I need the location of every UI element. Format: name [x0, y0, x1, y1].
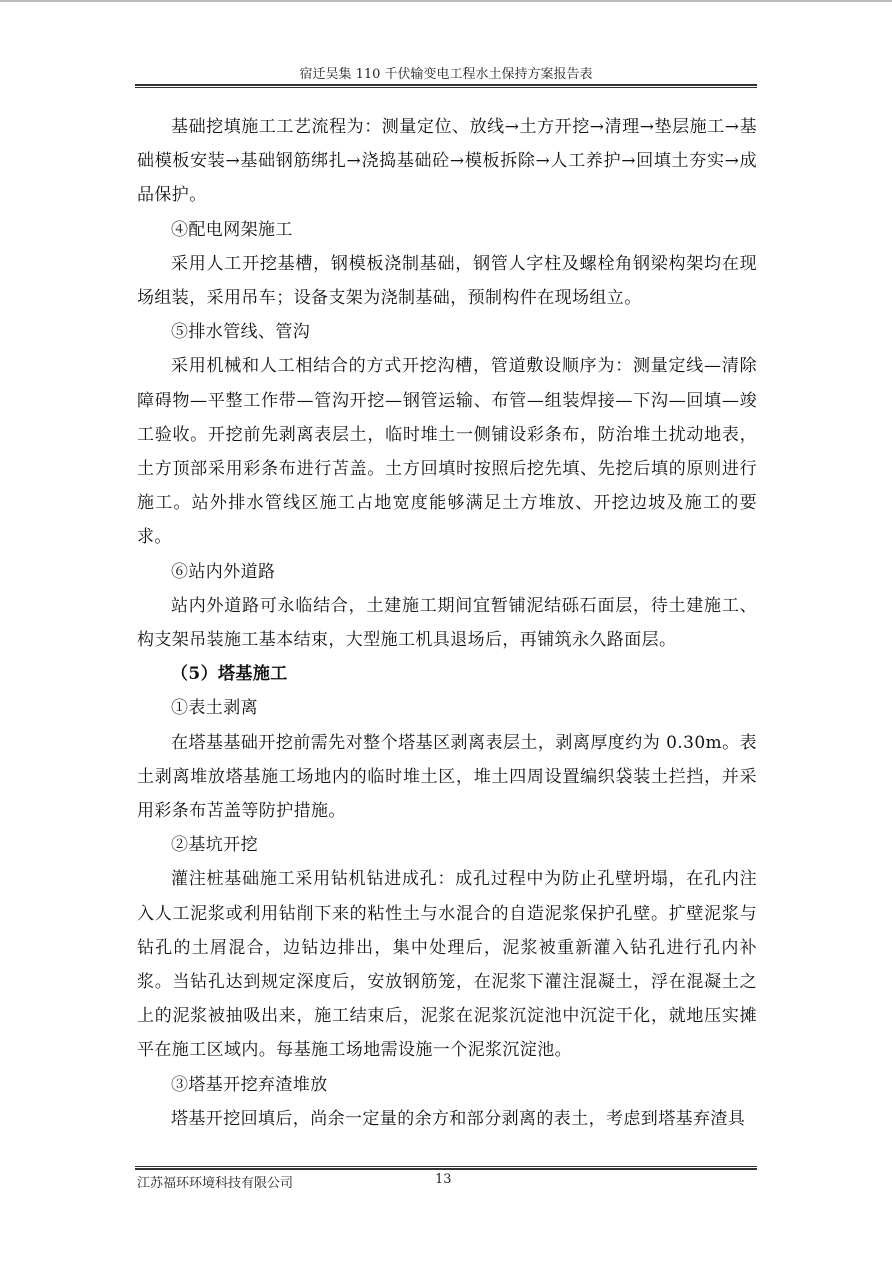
paragraph-drainage: 采用机械和人工相结合的方式开挖沟槽，管道敷设顺序为：测量定线—清除障碍物—平整工作带—管沟开挖—钢管运输、布管—组装焊接—下沟—回填—竣工验收。开挖前先剥离表层土，临时堆土一侧铺设彩条布，防治堆土扰动地表，土方顶部采用彩条布进行苫盖。土方回填时按照后挖先填、先挖后填的原则进行施工。站外排水管线区施工占地宽度能够满足土方堆放、开挖边坡及施工的要求。 [137, 356, 757, 548]
page-top-edge [0, 0, 892, 6]
page-header-title: 宿迁吴集 110 千伏输变电工程水土保持方案报告表 [299, 67, 593, 82]
subheading-topsoil-stripping: ①表土剥离 [171, 698, 258, 719]
document-body [137, 110, 757, 1136]
paragraph-foundation-process: 基础挖填施工工艺流程为：测量定位、放线→土方开挖→清理→垫层施工→基础模板安装→基础钢筋绑扎→浇捣基础砼→模板拆除→人工养护→回填土夯实→成品保护。 [137, 117, 757, 206]
paragraph-roads: 站内外道路可永临结合，土建施工期间宜暂铺泥结砾石面层，待土建施工、构支架吊装施工基本结束，大型施工机具退场后，再铺筑永久路面层。 [137, 595, 757, 651]
subheading-spoil-stacking: ③塔基开挖弃渣堆放 [171, 1074, 328, 1095]
header-rule [135, 84, 757, 88]
paragraph-topsoil-stripping: 在塔基基础开挖前需先对整个塔基区剥离表层土，剥离厚度约为 0.30m。表土剥离堆放塔基施工场地内的临时堆土区，堆土四周设置编织袋装土拦挡，并采用彩条布苫盖等防护措施。 [137, 732, 757, 822]
page-number: 13 [435, 1172, 452, 1187]
footer-company: 江苏福环环境科技有限公司 [137, 1176, 294, 1191]
paragraph-distribution-frame: 采用人工开挖基槽，钢模板浇制基础，钢管人字柱及螺栓角钢梁构架均在现场组装，采用吊车；设备支架为浇制基础，预制构件在现场组立。 [137, 253, 757, 309]
section-heading-tower-foundation: （5）塔基施工 [171, 664, 288, 685]
subheading-roads: ⑥站内外道路 [171, 561, 276, 582]
subheading-drainage: ⑤排水管线、管沟 [171, 322, 311, 343]
subheading-distribution-frame: ④配电网架施工 [171, 219, 293, 240]
subheading-pit-excavation: ②基坑开挖 [171, 835, 258, 856]
paragraph-pit-excavation: 灌注桩基础施工采用钻机钻进成孔：成孔过程中为防止孔壁坍塌，在孔内注入人工泥浆或利用钻削下来的粘性土与水混合的自造泥浆保护孔壁。扩壁泥浆与钻孔的土屑混合，边钻边排出，集中处理后，泥浆被重新灌入钻孔进行孔内补浆。当钻孔达到规定深度后，安放钢筋笼，在泥浆下灌注混凝土，浮在混凝土之上的泥浆被抽吸出来，施工结束后，泥浆在泥浆沉淀池中沉淀干化，就地压实摊平在施工区域内。每基施工场地需设施一个泥浆沉淀池。 [137, 869, 757, 1061]
footer-rule [135, 1166, 757, 1170]
paragraph-spoil-stacking: 塔基开挖回填后，尚余一定量的余方和部分剥离的表土，考虑到塔基弃渣具 [171, 1108, 746, 1129]
